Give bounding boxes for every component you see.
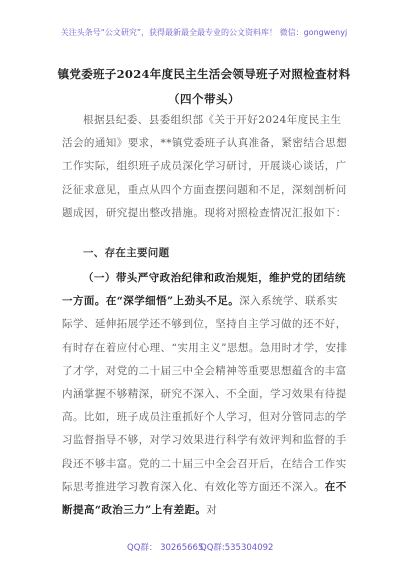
document-title: 镇党委班子2024年度民主生活会领导班子对照检查材料: [57, 67, 351, 81]
footer-qq-group-1: QQ群： 30265665: [127, 543, 204, 553]
point1-body: 深入系统学、联系实际学、延伸拓展学还不够到位，坚持自主学习做的还不好，有时存在着应付心理、“实用主义”思想。急用时才学，安排了才学，对党的二十届三中全会精神等重要思想蕴含的丰富内涵掌握不够精深，研究不深入、不全面，学习效果有待提高。比如，班子成员注重抓好个人学习，但对分管同志的学习监督指导不够，对学习效果进行科学有效评判和监督的手段还不够丰富。党的二十届三中全会召开后，在结合工作实际思考推进学习教育深入化、有效化等方面还不深入。: [62, 295, 348, 493]
document-subtitle: （四个带头）: [168, 92, 240, 106]
point2-tail: 对: [206, 504, 218, 517]
point1-heading: （一）带头严守政治纪律和政治规矩，维护党的团结统一方面。: [62, 272, 346, 308]
section-heading: 一、存在主要问题: [83, 247, 170, 259]
footer-qq-group-2: QQ群:535304092: [200, 543, 274, 553]
intro-paragraph: 根据县纪委、县委组织部《关于开好2024年度民主生活会的通知》要求，**镇党委班子认真准备，紧密结合思想工作实际，组织班子成员深化学习研讨，开展谈心谈话，广泛征求意见，重点从四个方面查摆问题和不足，深刻剖析问题成因，研究提出整改措施。现将对照检查情况汇报如下：: [62, 114, 348, 219]
header-banner: 关注头条号“公文研究”，获得最新最全最专业的公文资料库！ 微信：gongwenyj: [60, 28, 348, 37]
point1-subhead: 在“深学细悟”上劲头不足。: [105, 295, 240, 308]
point2-subhead: 在不断提高“政治三力”上有差距。: [62, 480, 347, 517]
point1-paragraph: [62, 267, 348, 522]
